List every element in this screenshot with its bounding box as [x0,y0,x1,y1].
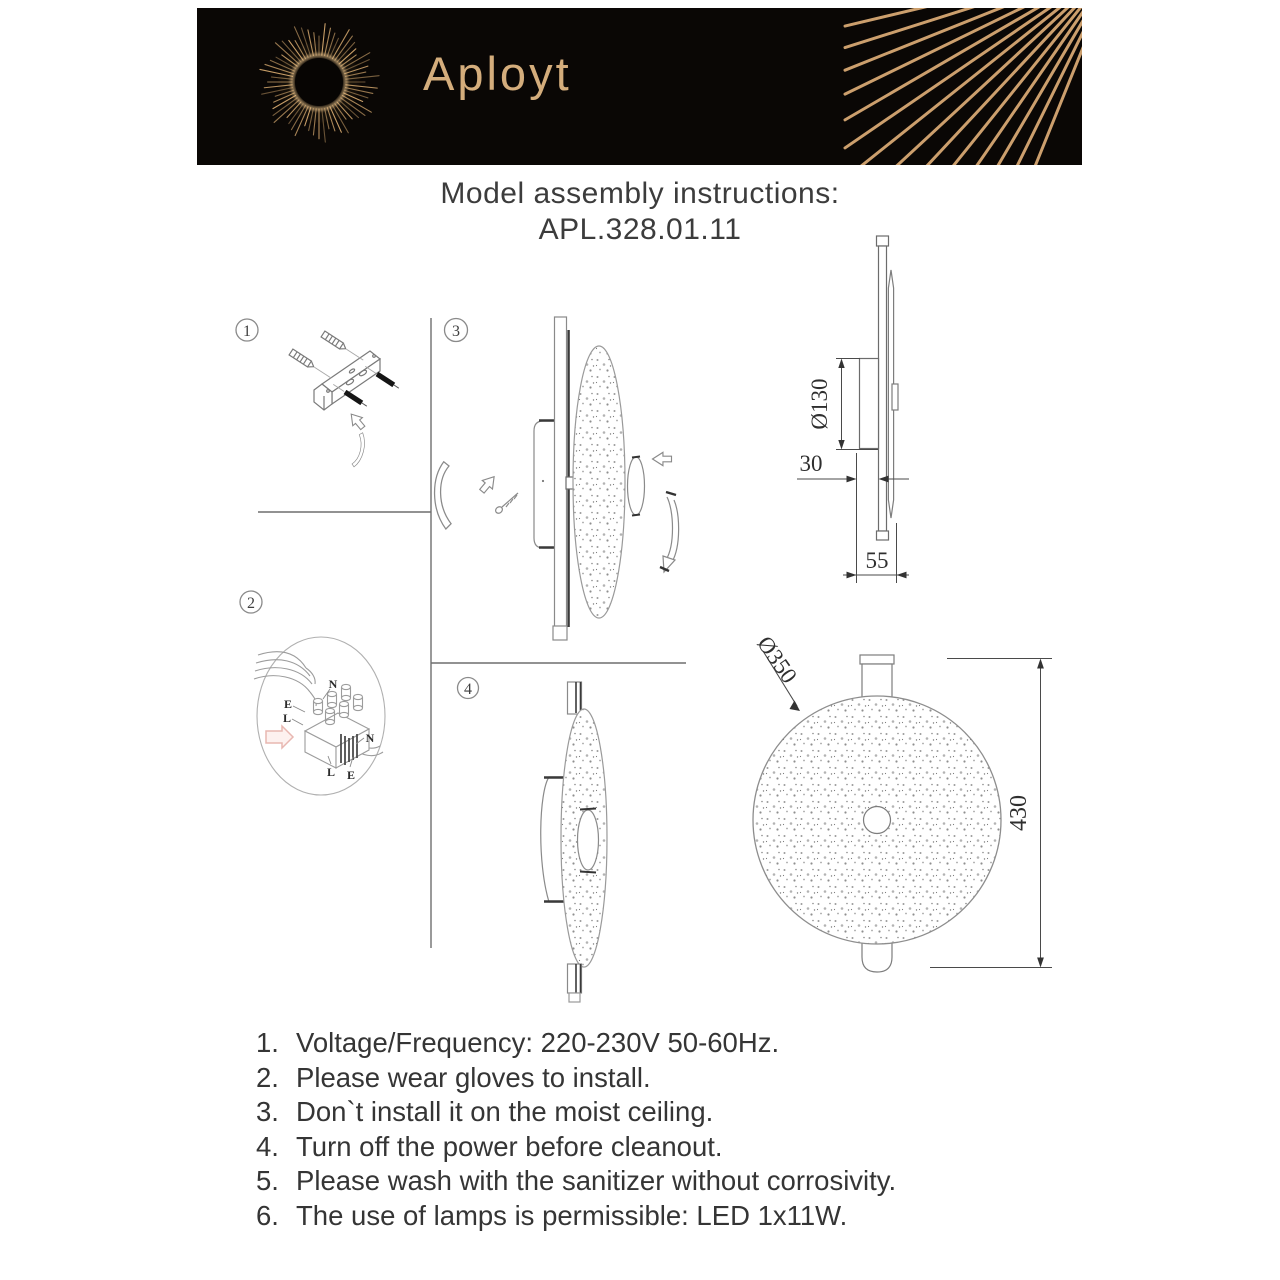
note-text: Turn off the power before cleanout. [296,1130,723,1162]
step-2-number: 2 [247,595,255,612]
note-item [256,1199,1086,1234]
dim-55-label: 55 [865,548,889,573]
tech-front-view [753,655,1001,972]
note-text: Please wash with the sanitizer without corrosivity. [296,1165,897,1196]
note-number: 6. [256,1199,279,1231]
wire-label-l-left: L [282,711,292,725]
note-item [256,1130,1086,1165]
dim-30-label: 30 [799,451,823,476]
note-text: Please wear gloves to install. [296,1061,651,1093]
step-1-bracket-drawing [289,331,400,468]
note-item [256,1164,1086,1199]
wire-label-e-left: E [283,697,293,711]
wire-label-e-bottom: E [346,768,356,782]
clip-part-icon [350,432,368,468]
brand-name: Aployt [423,47,572,100]
safety-notes-list [256,1026,1086,1233]
note-number: 5. [256,1165,279,1196]
wire-label-n-right: N [365,731,375,745]
step-2-wiring-drawing [254,637,385,795]
note-number: 4. [256,1130,279,1162]
note-text: Don`t install it on the moist ceiling. [296,1096,714,1127]
note-item [256,1095,1086,1130]
step-3-number: 3 [452,323,460,340]
note-item [256,1026,1086,1061]
wire-label-l-bottom: L [326,765,336,779]
dim-130-label: Ø130 [807,378,832,430]
step-4-number: 4 [464,681,472,698]
note-number: 2. [256,1061,279,1093]
up-arrow-icon [346,410,367,432]
step-1-number: 1 [243,323,251,340]
model-number: APL.328.01.11 [538,213,742,246]
note-number: 1. [256,1027,279,1058]
note-text: Voltage/Frequency: 220-230V 50-60Hz. [296,1027,780,1058]
tech-side-view [860,236,899,540]
note-text: The use of lamps is permissible: LED 1x11W. [296,1199,848,1231]
step-4-assembled-drawing [541,682,607,1002]
step-3-exploded-drawing [435,317,679,640]
page-title: Model assembly instructions: [440,177,840,210]
wire-label-n-top: N [328,677,338,691]
insert-direction-arrow-icon [266,726,293,748]
dim-350-label: Ø350 [752,631,803,688]
push-direction-arrow-icon [653,452,672,465]
note-item [256,1061,1086,1096]
note-number: 3. [256,1096,279,1127]
dim-430-label: 430 [1006,795,1032,831]
